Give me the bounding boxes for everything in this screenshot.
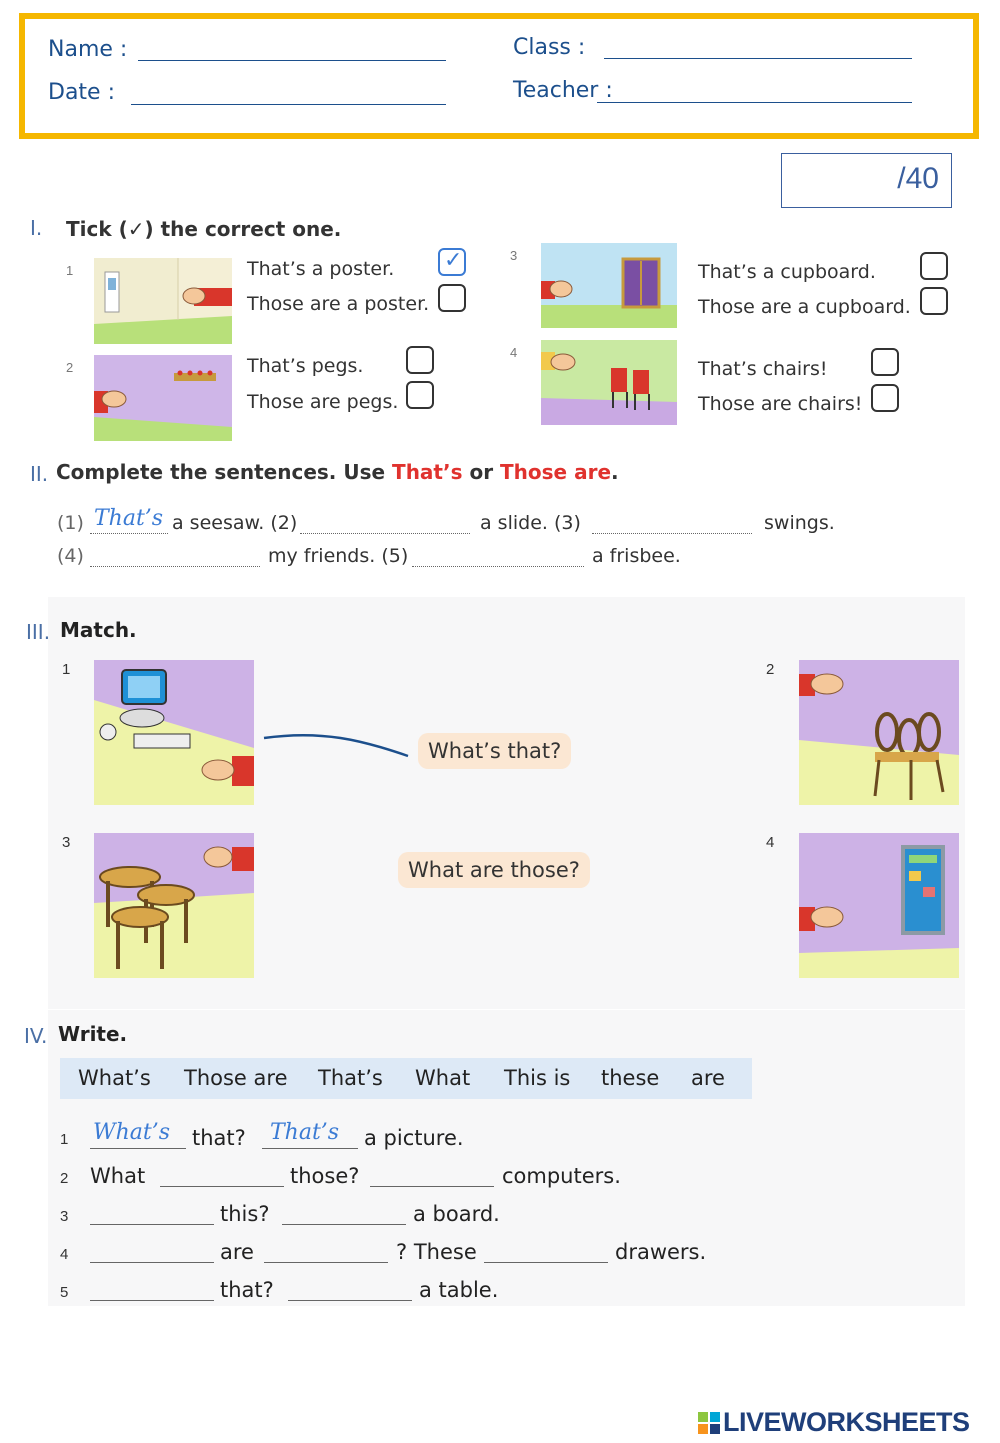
cupboard-picture	[541, 243, 677, 328]
item2-number: 2	[66, 360, 74, 375]
checkmark-icon: ✓	[444, 247, 463, 272]
match1-number: 1	[62, 661, 71, 678]
write3-number: 3	[60, 1208, 69, 1225]
class-label: Class :	[513, 35, 586, 60]
sentence2-text: a slide. (3)	[480, 512, 581, 534]
blank-3[interactable]	[592, 533, 752, 534]
write1-text-b: a picture.	[364, 1126, 464, 1150]
write2-text-b: those?	[290, 1164, 360, 1188]
sentence1-text: a seesaw. (2)	[172, 512, 298, 534]
item1-option1: That’s a poster.	[247, 258, 395, 280]
section1-number: I.	[30, 216, 43, 240]
write-blank-2a[interactable]	[160, 1186, 284, 1187]
name-label: Name :	[48, 37, 128, 62]
poster-picture	[94, 258, 232, 344]
teacher-field[interactable]	[597, 102, 912, 103]
item4-number: 4	[510, 345, 518, 360]
item1-checkbox1[interactable]	[438, 248, 466, 276]
write-answer-1a: What’s	[93, 1120, 171, 1145]
item3-checkbox1[interactable]	[920, 252, 948, 280]
write1-text-a: that?	[192, 1126, 246, 1150]
sentence1-number: (1)	[57, 512, 84, 534]
logo-grid-icon	[698, 1412, 720, 1434]
item3-option1: That’s a cupboard.	[698, 261, 876, 283]
item3-checkbox2[interactable]	[920, 287, 948, 315]
section2-title: Complete the sentences. Use That’s or Those are.	[56, 460, 619, 484]
section2-number: II.	[30, 462, 49, 486]
blank-1[interactable]	[90, 533, 168, 534]
write3-text-b: a board.	[413, 1202, 500, 1226]
item2-option1: That’s pegs.	[247, 355, 364, 377]
chairs-picture	[541, 340, 677, 425]
item3-number: 3	[510, 248, 518, 263]
write-blank-3b[interactable]	[282, 1224, 406, 1225]
item2-checkbox1[interactable]	[406, 346, 434, 374]
tables-picture[interactable]	[94, 833, 254, 978]
word-whats: What’s	[78, 1066, 151, 1090]
write4-text-a: are	[220, 1240, 254, 1264]
match3-number: 3	[62, 834, 71, 851]
write4-text-b: ? These	[396, 1240, 477, 1264]
liveworksheets-logo	[698, 1407, 970, 1438]
write2-text-a: What	[90, 1164, 146, 1188]
write4-text-c: drawers.	[615, 1240, 707, 1264]
write-blank-4b[interactable]	[264, 1262, 388, 1263]
write3-text-a: this?	[220, 1202, 270, 1226]
write5-text-b: a table.	[419, 1278, 499, 1302]
section3-title: Match.	[60, 618, 137, 642]
write5-number: 5	[60, 1284, 69, 1301]
write-answer-1b: That’s	[270, 1120, 340, 1145]
match4-number: 4	[766, 834, 775, 851]
item2-option2: Those are pegs.	[247, 391, 399, 413]
date-field[interactable]	[131, 104, 446, 105]
logo-text: LIVEWORKSHEETS	[723, 1407, 970, 1437]
question-what-are-those[interactable]: What are those?	[398, 852, 590, 888]
write1-number: 1	[60, 1131, 69, 1148]
write-blank-3a[interactable]	[90, 1224, 214, 1225]
write-blank-4a[interactable]	[90, 1262, 214, 1263]
sentence3-text: swings.	[764, 512, 835, 534]
write-blank-1a[interactable]	[90, 1148, 186, 1149]
sentence4-number: (4)	[57, 545, 84, 567]
class-field[interactable]	[604, 58, 912, 59]
sentence4-text: my friends. (5)	[268, 545, 409, 567]
answer-1: That’s	[94, 506, 164, 531]
word-these: these	[601, 1066, 660, 1090]
section3-number: III.	[26, 620, 51, 644]
item4-checkbox2[interactable]	[871, 384, 899, 412]
write-blank-4c[interactable]	[484, 1262, 608, 1263]
item1-checkbox2[interactable]	[438, 284, 466, 312]
word-those-are: Those are	[184, 1066, 288, 1090]
write-blank-5b[interactable]	[288, 1300, 412, 1301]
section1-title: Tick (✓) the correct one.	[66, 217, 342, 241]
chairs-match-picture[interactable]	[799, 660, 959, 805]
word-what: What	[415, 1066, 471, 1090]
write5-text-a: that?	[220, 1278, 274, 1302]
write2-text-c: computers.	[502, 1164, 621, 1188]
item4-option2: Those are chairs!	[698, 393, 863, 415]
item4-checkbox1[interactable]	[871, 348, 899, 376]
student-info-box	[19, 13, 979, 139]
write2-number: 2	[60, 1170, 69, 1187]
board-picture[interactable]	[799, 833, 959, 978]
score-total: /40	[897, 162, 939, 195]
word-this-is: This is	[504, 1066, 571, 1090]
blank-5[interactable]	[412, 566, 584, 567]
section4-title: Write.	[58, 1022, 128, 1046]
section4-number: IV.	[24, 1024, 48, 1048]
word-thats: That’s	[318, 1066, 383, 1090]
name-field[interactable]	[138, 60, 446, 61]
teacher-label: Teacher :	[513, 78, 613, 103]
write-blank-1b[interactable]	[262, 1148, 358, 1149]
item3-option2: Those are a cupboard.	[698, 296, 911, 318]
question-whats-that[interactable]: What’s that?	[418, 733, 571, 769]
match2-number: 2	[766, 661, 775, 678]
pegs-picture	[94, 355, 232, 441]
item1-option2: Those are a poster.	[247, 293, 430, 315]
item4-option1: That’s chairs!	[698, 358, 828, 380]
item2-checkbox2[interactable]	[406, 381, 434, 409]
write-blank-2b[interactable]	[370, 1186, 494, 1187]
sentence5-text: a frisbee.	[592, 545, 681, 567]
item1-number: 1	[66, 263, 74, 278]
write-blank-5a[interactable]	[90, 1300, 214, 1301]
score-box	[781, 153, 952, 208]
word-are: are	[691, 1066, 725, 1090]
blank-4[interactable]	[90, 566, 260, 567]
computer-picture[interactable]	[94, 660, 254, 805]
write4-number: 4	[60, 1246, 69, 1263]
date-label: Date :	[48, 80, 115, 105]
match-line	[262, 728, 412, 764]
blank-2[interactable]	[300, 533, 470, 534]
